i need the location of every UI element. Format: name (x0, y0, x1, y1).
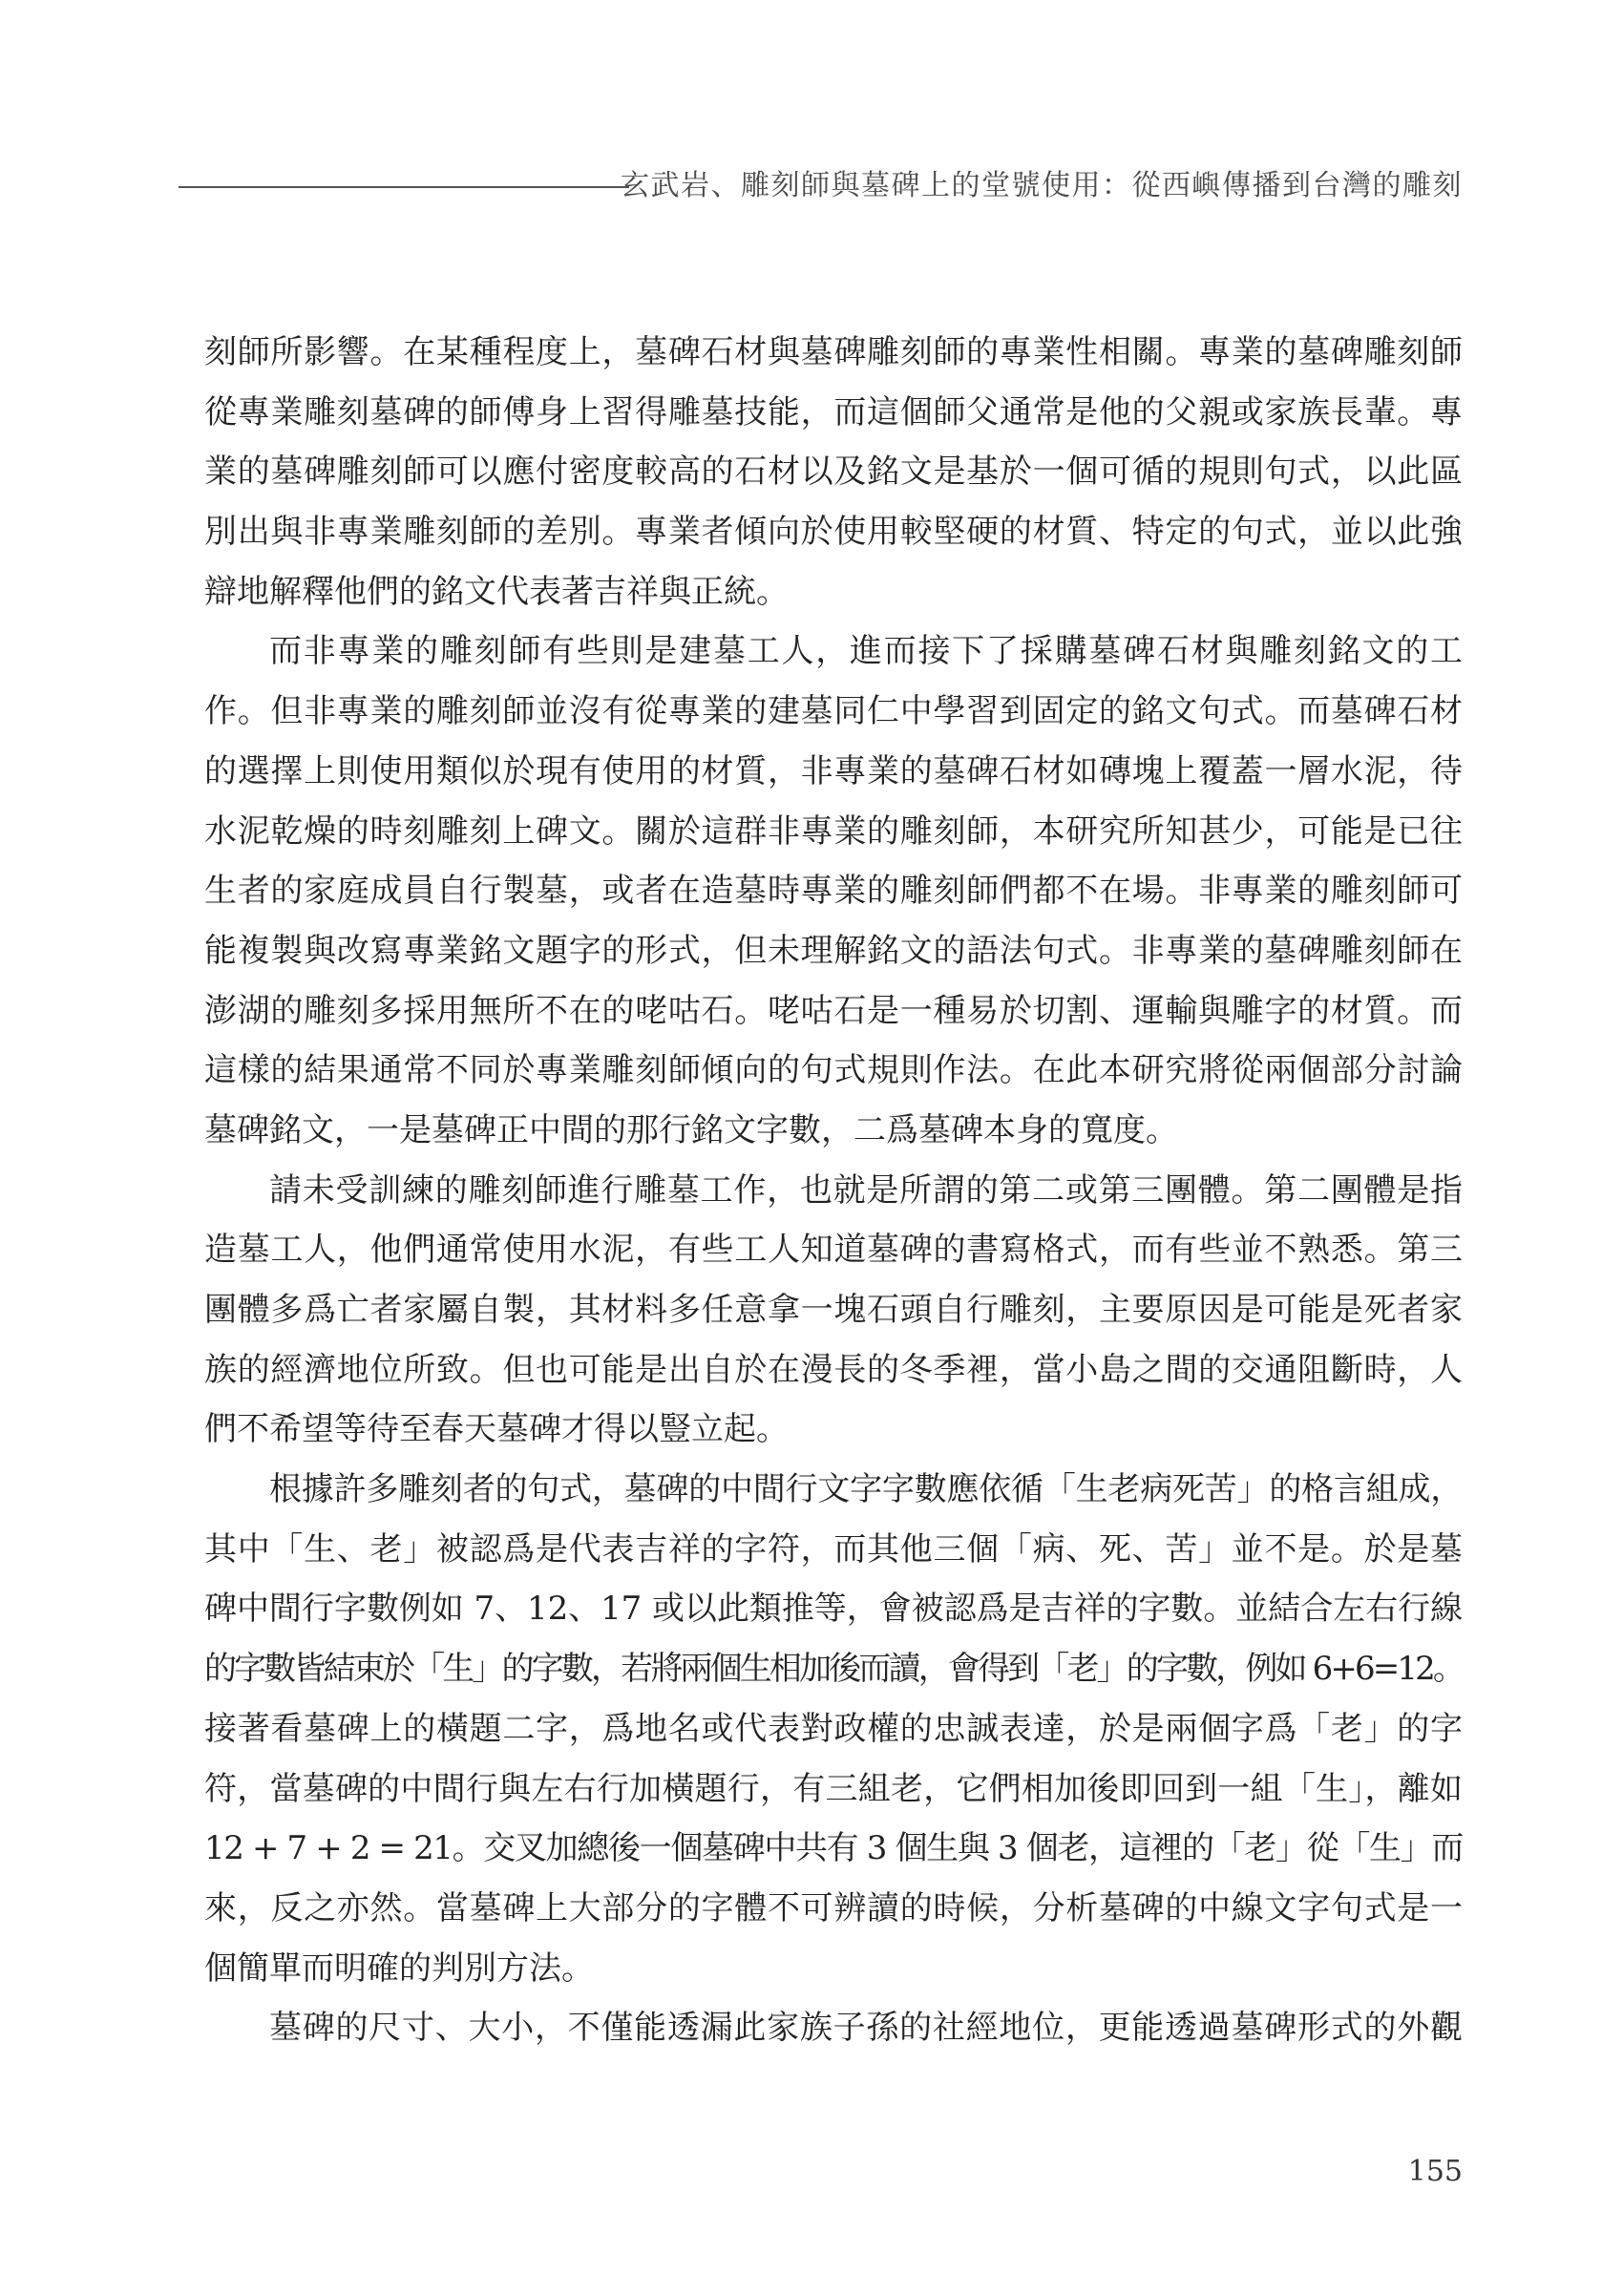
text-line: 墓碑銘文，一是墓碑正中間的那行銘文字數，二爲墓碑本身的寬度。 (204, 1110, 1178, 1149)
text-line: 符，當墓碑的中間行與左右行加橫題行，有三組老，它們相加後即回到一組「生」，離如 (204, 1769, 1463, 1808)
text-line: 別出與非專業雕刻師的差別。專業者傾向於使用較堅硬的材質、特定的句式，並以此強 (204, 513, 1463, 552)
paragraph (204, 1998, 1463, 2058)
text-line: 水泥乾燥的時刻雕刻上碑文。關於這群非專業的雕刻師，本研究所知甚少，可能是已往 (204, 811, 1463, 851)
header-rule (179, 186, 629, 188)
text-line: 能複製與改寫專業銘文題字的形式，但未理解銘文的語法句式。非專業的墓碑雕刻師在 (204, 931, 1463, 970)
text-line: 其中「生、老」被認爲是代表吉祥的字符，而其他三個「病、死、苦」並不是。於是墓 (204, 1529, 1463, 1569)
text-line: 請未受訓練的雕刻師進行雕墓工作，也就是所謂的第二或第三團體。第二團體是指 (269, 1170, 1463, 1210)
text-line: 澎湖的雕刻多採用無所不在的咾咕石。咾咕石是一種易於切割、運輸與雕字的材質。而 (204, 991, 1463, 1030)
text-line: 碑中間行字數例如 7、12、17 或以此類推等，會被認爲是吉祥的字數。並結合左右行線 (204, 1590, 1463, 1629)
text-line: 個簡單而明確的判別方法。 (204, 1948, 594, 1988)
page-number: 155 (1407, 2155, 1463, 2188)
text-line: 業的墓碑雕刻師可以應付密度較高的石材以及銘文是基於一個可循的規則句式，以此區 (204, 453, 1463, 492)
text-line: 造墓工人，他們通常使用水泥，有些工人知道墓碑的書寫格式，而有些並不熟悉。第三 (204, 1231, 1463, 1270)
text-line: 從專業雕刻墓碑的師傅身上習得雕墓技能，而這個師父通常是他的父親或家族長輩。專 (204, 392, 1463, 432)
text-line: 們不希望等待至春天墓碑才得以豎立起。 (204, 1410, 789, 1449)
text-line: 生者的家庭成員自行製墓，或者在造墓時專業的雕刻師們都不在場。非專業的雕刻師可 (204, 872, 1463, 911)
text-line: 團體多爲亡者家屬自製，其材料多任意拿一塊石頭自行雕刻，主要原因是可能是死者家 (204, 1291, 1463, 1329)
text-line: 來，反之亦然。當墓碑上大部分的字體不可辨讀的時候，分析墓碑的中線文字句式是一 (204, 1888, 1463, 1927)
text-line: 12 + 7 + 2 = 21。交叉加總後一個墓碑中共有 3 個生與 3 個老，這裡的「老」從「生」而 (204, 1829, 1463, 1868)
paragraph (204, 621, 1463, 1160)
text-line: 辯地解釋他們的銘文代表著吉祥與正統。 (204, 572, 789, 611)
text-line: 而非專業的雕刻師有些則是建墓工人，進而接下了採購墓碑石材與雕刻銘文的工 (269, 632, 1463, 671)
text-line: 的選擇上則使用類似於現有使用的材質，非專業的墓碑石材如磚塊上覆蓋一層水泥，待 (204, 751, 1463, 790)
text-line: 作。但非專業的雕刻師並沒有從專業的建墓同仁中學習到固定的銘文句式。而墓碑石材 (204, 692, 1463, 731)
text-line: 接著看墓碑上的橫題二字，爲地名或代表對政權的忠誠表達，於是兩個字爲「老」的字 (204, 1709, 1463, 1748)
paragraph (204, 1161, 1463, 1460)
text-line: 墓碑的尺寸、大小，不僅能透漏此家族子孫的社經地位，更能透過墓碑形式的外觀 (269, 2009, 1463, 2048)
text-line: 這樣的結果通常不同於專業雕刻師傾向的句式規則作法。在此本研究將從兩個部分討論 (204, 1051, 1463, 1090)
running-title: 玄武岩、雕刻師與墓碑上的堂號使用：從西嶼傳播到台灣的雕刻 (621, 169, 1463, 202)
paragraph (204, 1460, 1463, 1998)
body-text (204, 323, 1463, 2058)
text-line: 根據許多雕刻者的句式，墓碑的中間行文字字數應依循「生老病死苦」的格言組成， (269, 1470, 1463, 1509)
text-line: 刻師所影響。在某種程度上，墓碑石材與墓碑雕刻師的專業性相關。專業的墓碑雕刻師 (204, 333, 1463, 371)
text-line: 的字數皆結束於「生」的字數，若將兩個生相加後而讀，會得到「老」的字數，例如 6+6=12。 (204, 1650, 1463, 1689)
paragraph (204, 323, 1463, 621)
text-line: 族的經濟地位所致。但也可能是出自於在漫長的冬季裡，當小島之間的交通阻斷時，人 (204, 1350, 1463, 1389)
